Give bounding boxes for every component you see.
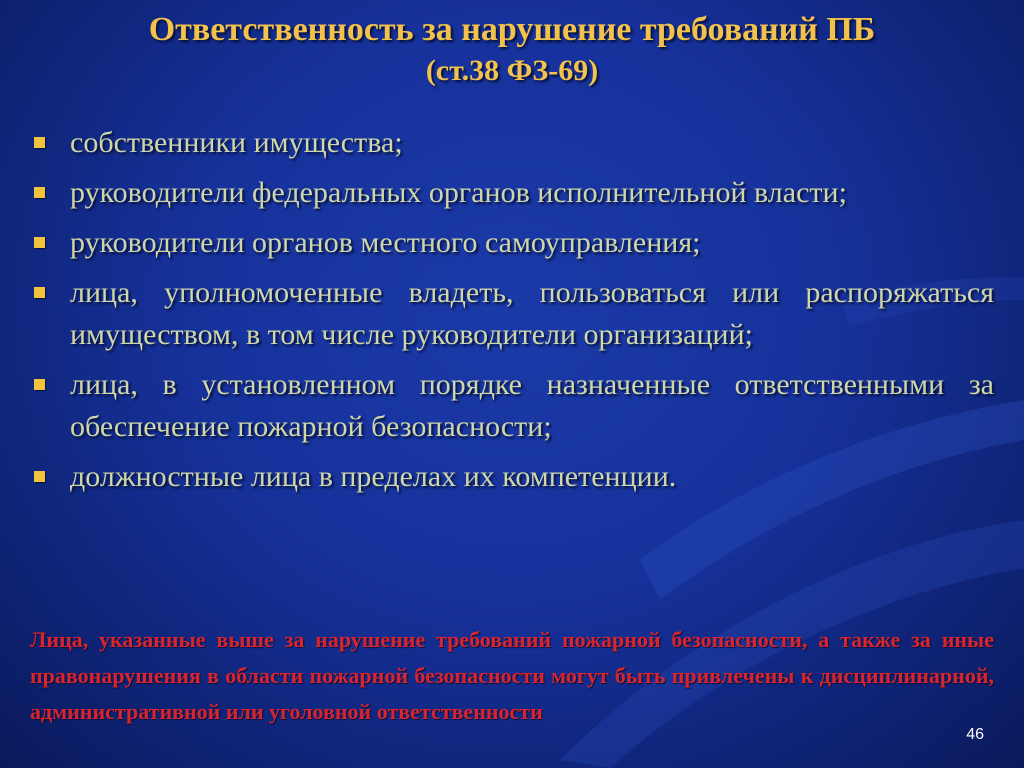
liability-note: Лица, указанные выше за нарушение требований пожарной безопасности, а также за иные правонарушения в области пожарной безопасности могут быть привлечены к дисциплинарной, административной или уголовной ответственности bbox=[30, 627, 994, 724]
slide-subtitle: (ст.38 ФЗ-69) bbox=[425, 54, 599, 87]
bullet-text: собственники имущества; bbox=[70, 126, 403, 159]
bullet-text: руководители органов местного самоуправления; bbox=[70, 226, 701, 259]
bullet-list bbox=[28, 122, 994, 506]
bullet-text: лица, в установленном порядке назначенные ответственными за обеспечение пожарной безопасности; bbox=[70, 368, 994, 443]
square-bullet-icon bbox=[34, 187, 45, 198]
square-bullet-icon bbox=[34, 237, 45, 248]
square-bullet-icon bbox=[34, 471, 45, 482]
bullet-item bbox=[28, 122, 994, 164]
bullet-item bbox=[28, 172, 994, 214]
bullet-text: лица, уполномоченные владеть, пользоваться или распоряжаться имуществом, в том числе руководители организаций; bbox=[70, 276, 994, 351]
page-number: 46 bbox=[966, 726, 984, 743]
square-bullet-icon bbox=[34, 379, 45, 390]
slide-title bbox=[0, 8, 1024, 90]
square-bullet-icon bbox=[34, 137, 45, 148]
square-bullet-icon bbox=[34, 287, 45, 298]
bullet-item bbox=[28, 222, 994, 264]
bullet-text: руководители федеральных органов исполнительной власти; bbox=[70, 176, 847, 209]
bullet-text: должностные лица в пределах их компетенции. bbox=[70, 460, 677, 493]
slide-title-text: Ответственность за нарушение требований ПБ bbox=[148, 11, 876, 48]
bullet-item bbox=[28, 364, 994, 448]
bullet-item bbox=[28, 456, 994, 498]
bullet-item bbox=[28, 272, 994, 356]
